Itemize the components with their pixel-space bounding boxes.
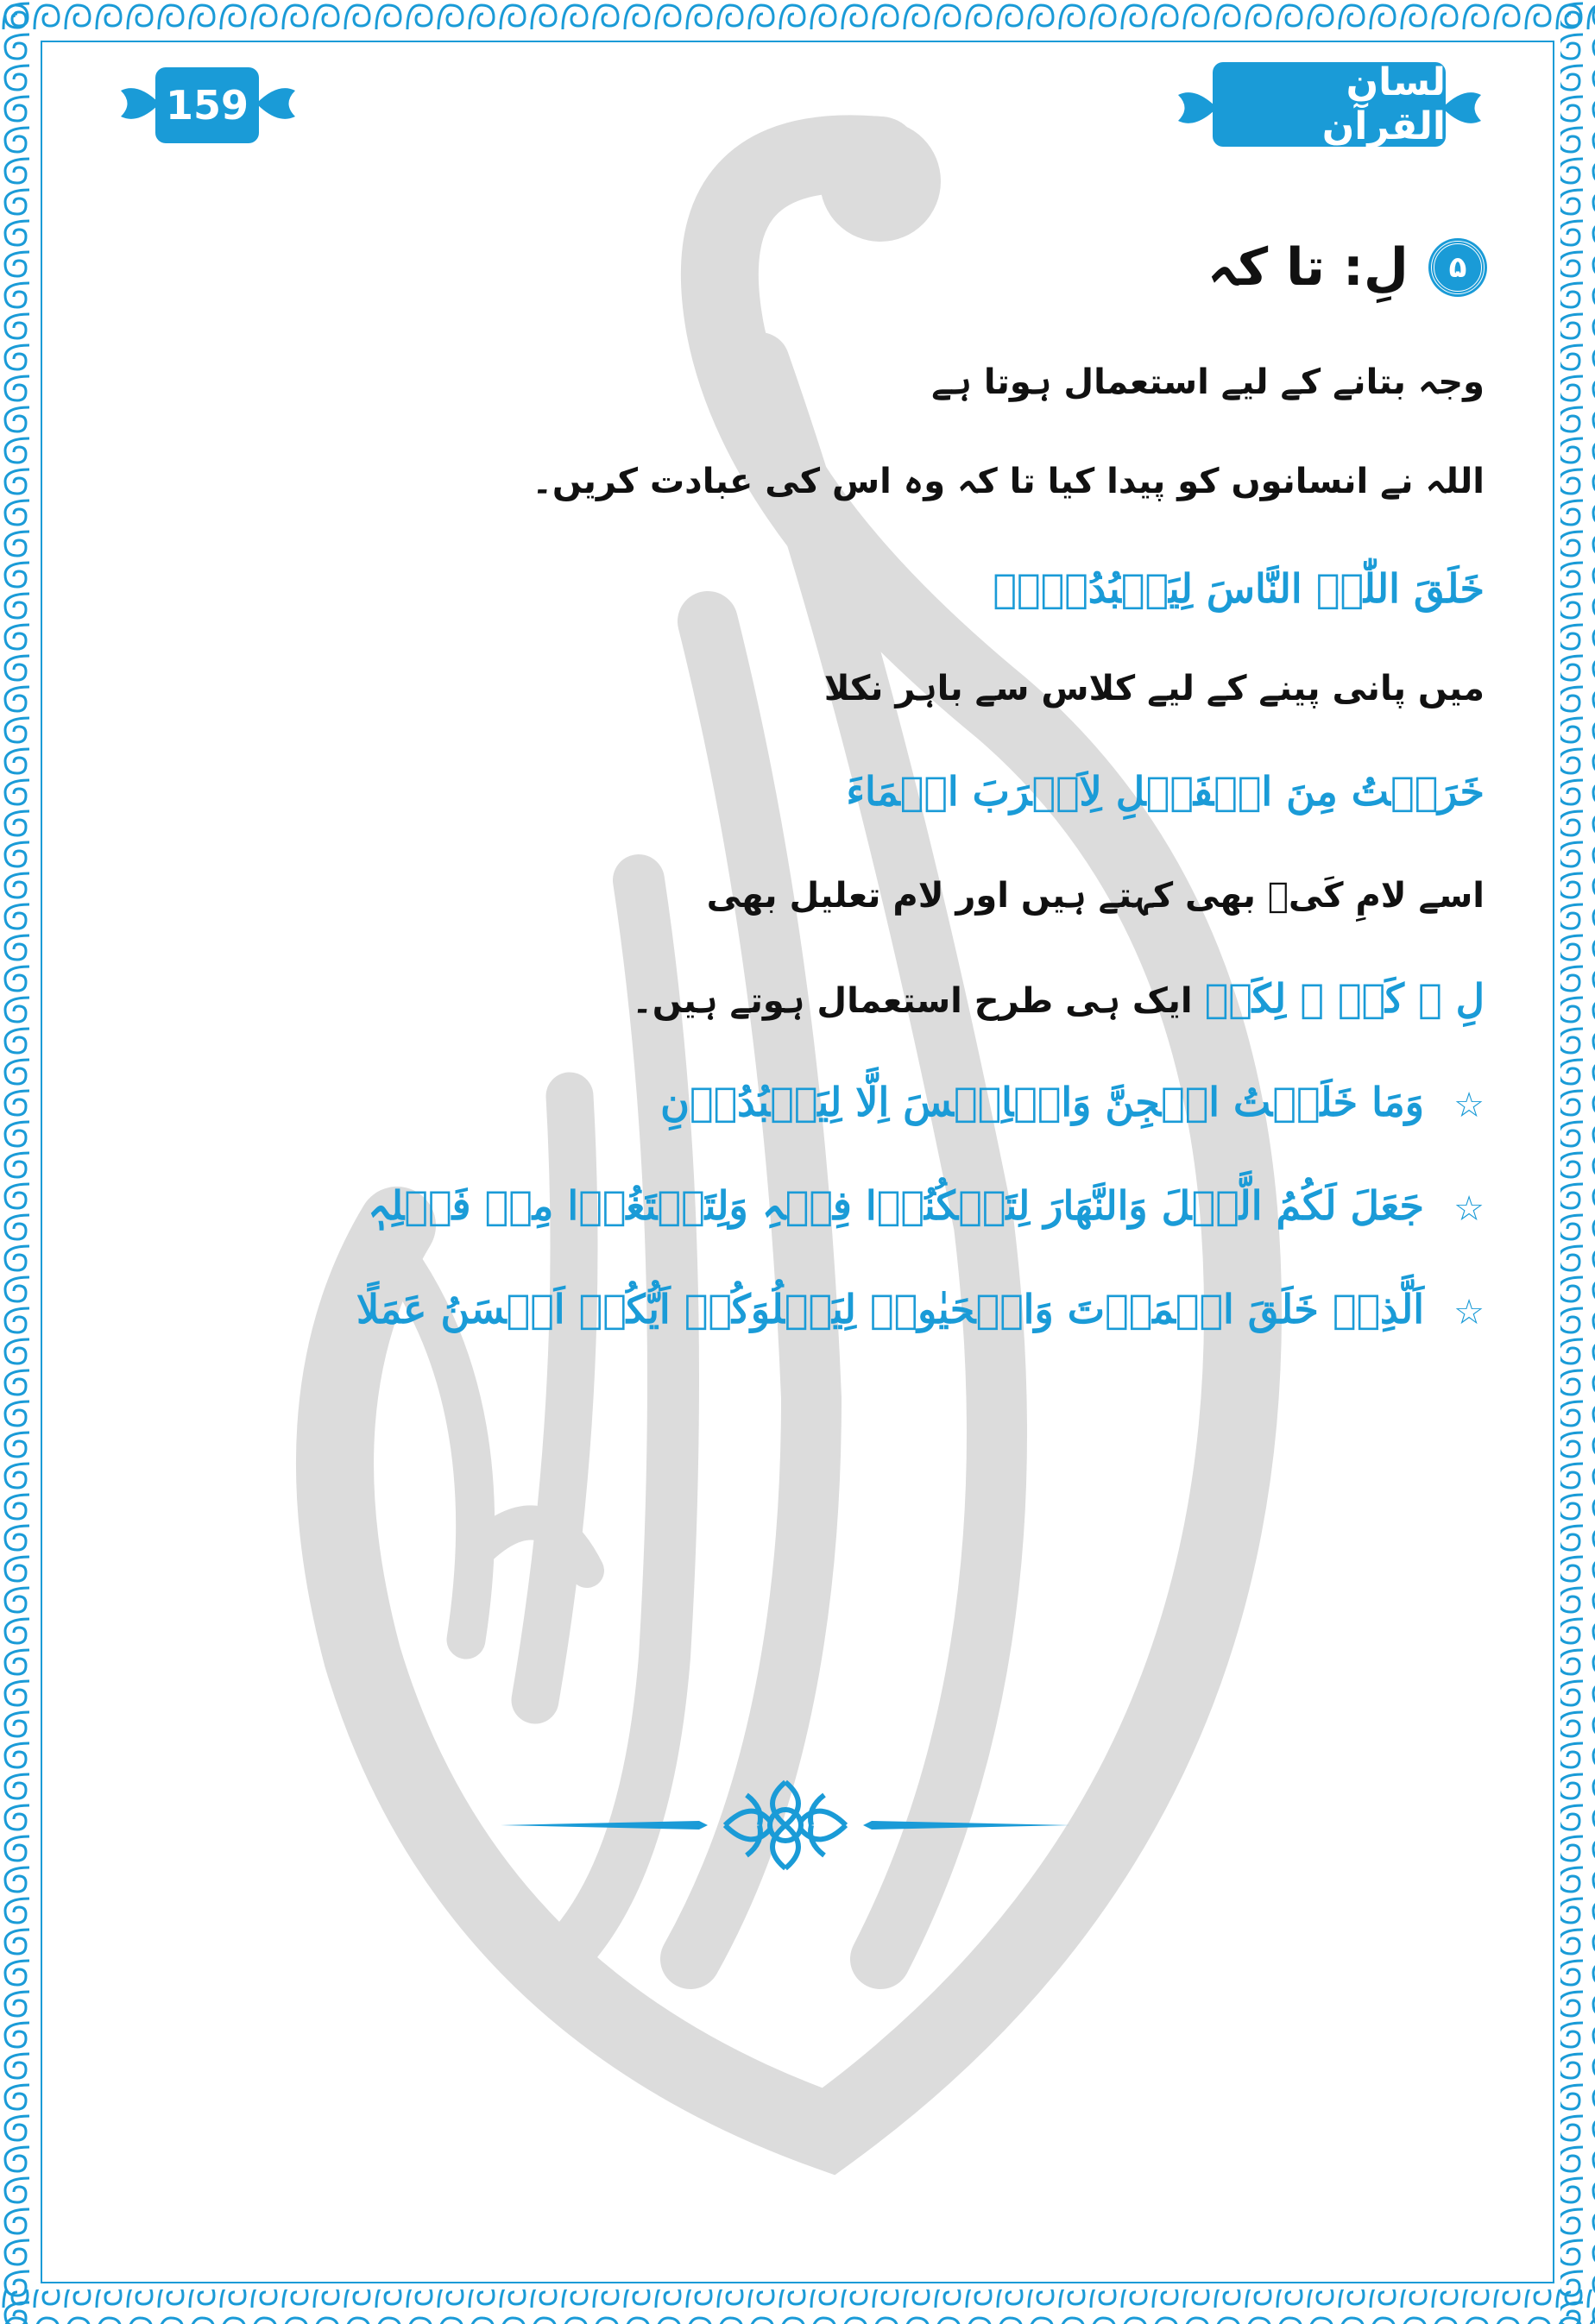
section-title: لِ: تا کہ [1207, 237, 1409, 298]
calligraphy-watermark [276, 104, 1312, 2218]
line-example-urdu-1: اللہ نے انسانوں کو پیدا کیا تا کہ وہ اس کی عبادت کریں۔ [532, 462, 1485, 501]
line-lam-kay: اسے لامِ کَیۡ بھی کہتے ہیں اور لام تعلیل بھی [706, 876, 1485, 916]
line-purpose: وجہ بتانے کے لیے استعمال ہوتا ہے [931, 362, 1485, 402]
title-right-flourish-icon [1438, 78, 1490, 138]
star-outline-icon: ☆ [1453, 1293, 1485, 1332]
verse-item: جَعَلَ لَکُمُ الَّیۡلَ وَالنَّھَارَ لِتَسۡکُنُوۡا فِیۡہِ وَلِتَبۡتَغُوۡا مِنۡ فَضۡلِہٖ [368, 1182, 1424, 1229]
line-example-arabic-1: خَلَقَ اللّٰہُ النَّاسَ لِیَعۡبُدُوۡہُ [993, 565, 1485, 612]
section-number-icon: ۵ [1431, 241, 1485, 294]
page-number-badge: 159 [155, 67, 259, 143]
line-forms [632, 975, 1485, 1022]
forms-arabic: لِ ۔ کَیۡ ۔ لِکَیۡ [1204, 975, 1485, 1022]
right-flourish-icon [252, 73, 304, 134]
forms-urdu: ایک ہی طرح استعمال ہوتے ہیں۔ [632, 981, 1193, 1021]
line-example-urdu-2: میں پانی پینے کے لیے کلاس سے باہر نکلا [823, 669, 1485, 709]
section-heading [1207, 237, 1485, 298]
verse-item: اَلَّذِیۡ خَلَقَ الۡمَوۡتَ وَالۡحَیٰوۃَ لِیَبۡلُوَکُمۡ اَیُّکُمۡ اَحۡسَنُ عَمَلًا [356, 1286, 1424, 1332]
verse-item: وَمَا خَلَقۡتُ الۡجِنَّ وَالۡاِنۡسَ اِلَّا لِیَعۡبُدُوۡنِ [660, 1079, 1424, 1125]
star-outline-icon: ☆ [1453, 1189, 1485, 1229]
star-outline-icon: ☆ [1453, 1086, 1485, 1125]
line-example-arabic-2: خَرَجۡتُ مِنَ الۡفَصۡلِ لِاَشۡرَبَ الۡمَاءَ [846, 768, 1485, 815]
ornamental-divider [501, 1773, 1070, 1877]
book-title: لسان القرآن [1213, 62, 1446, 147]
